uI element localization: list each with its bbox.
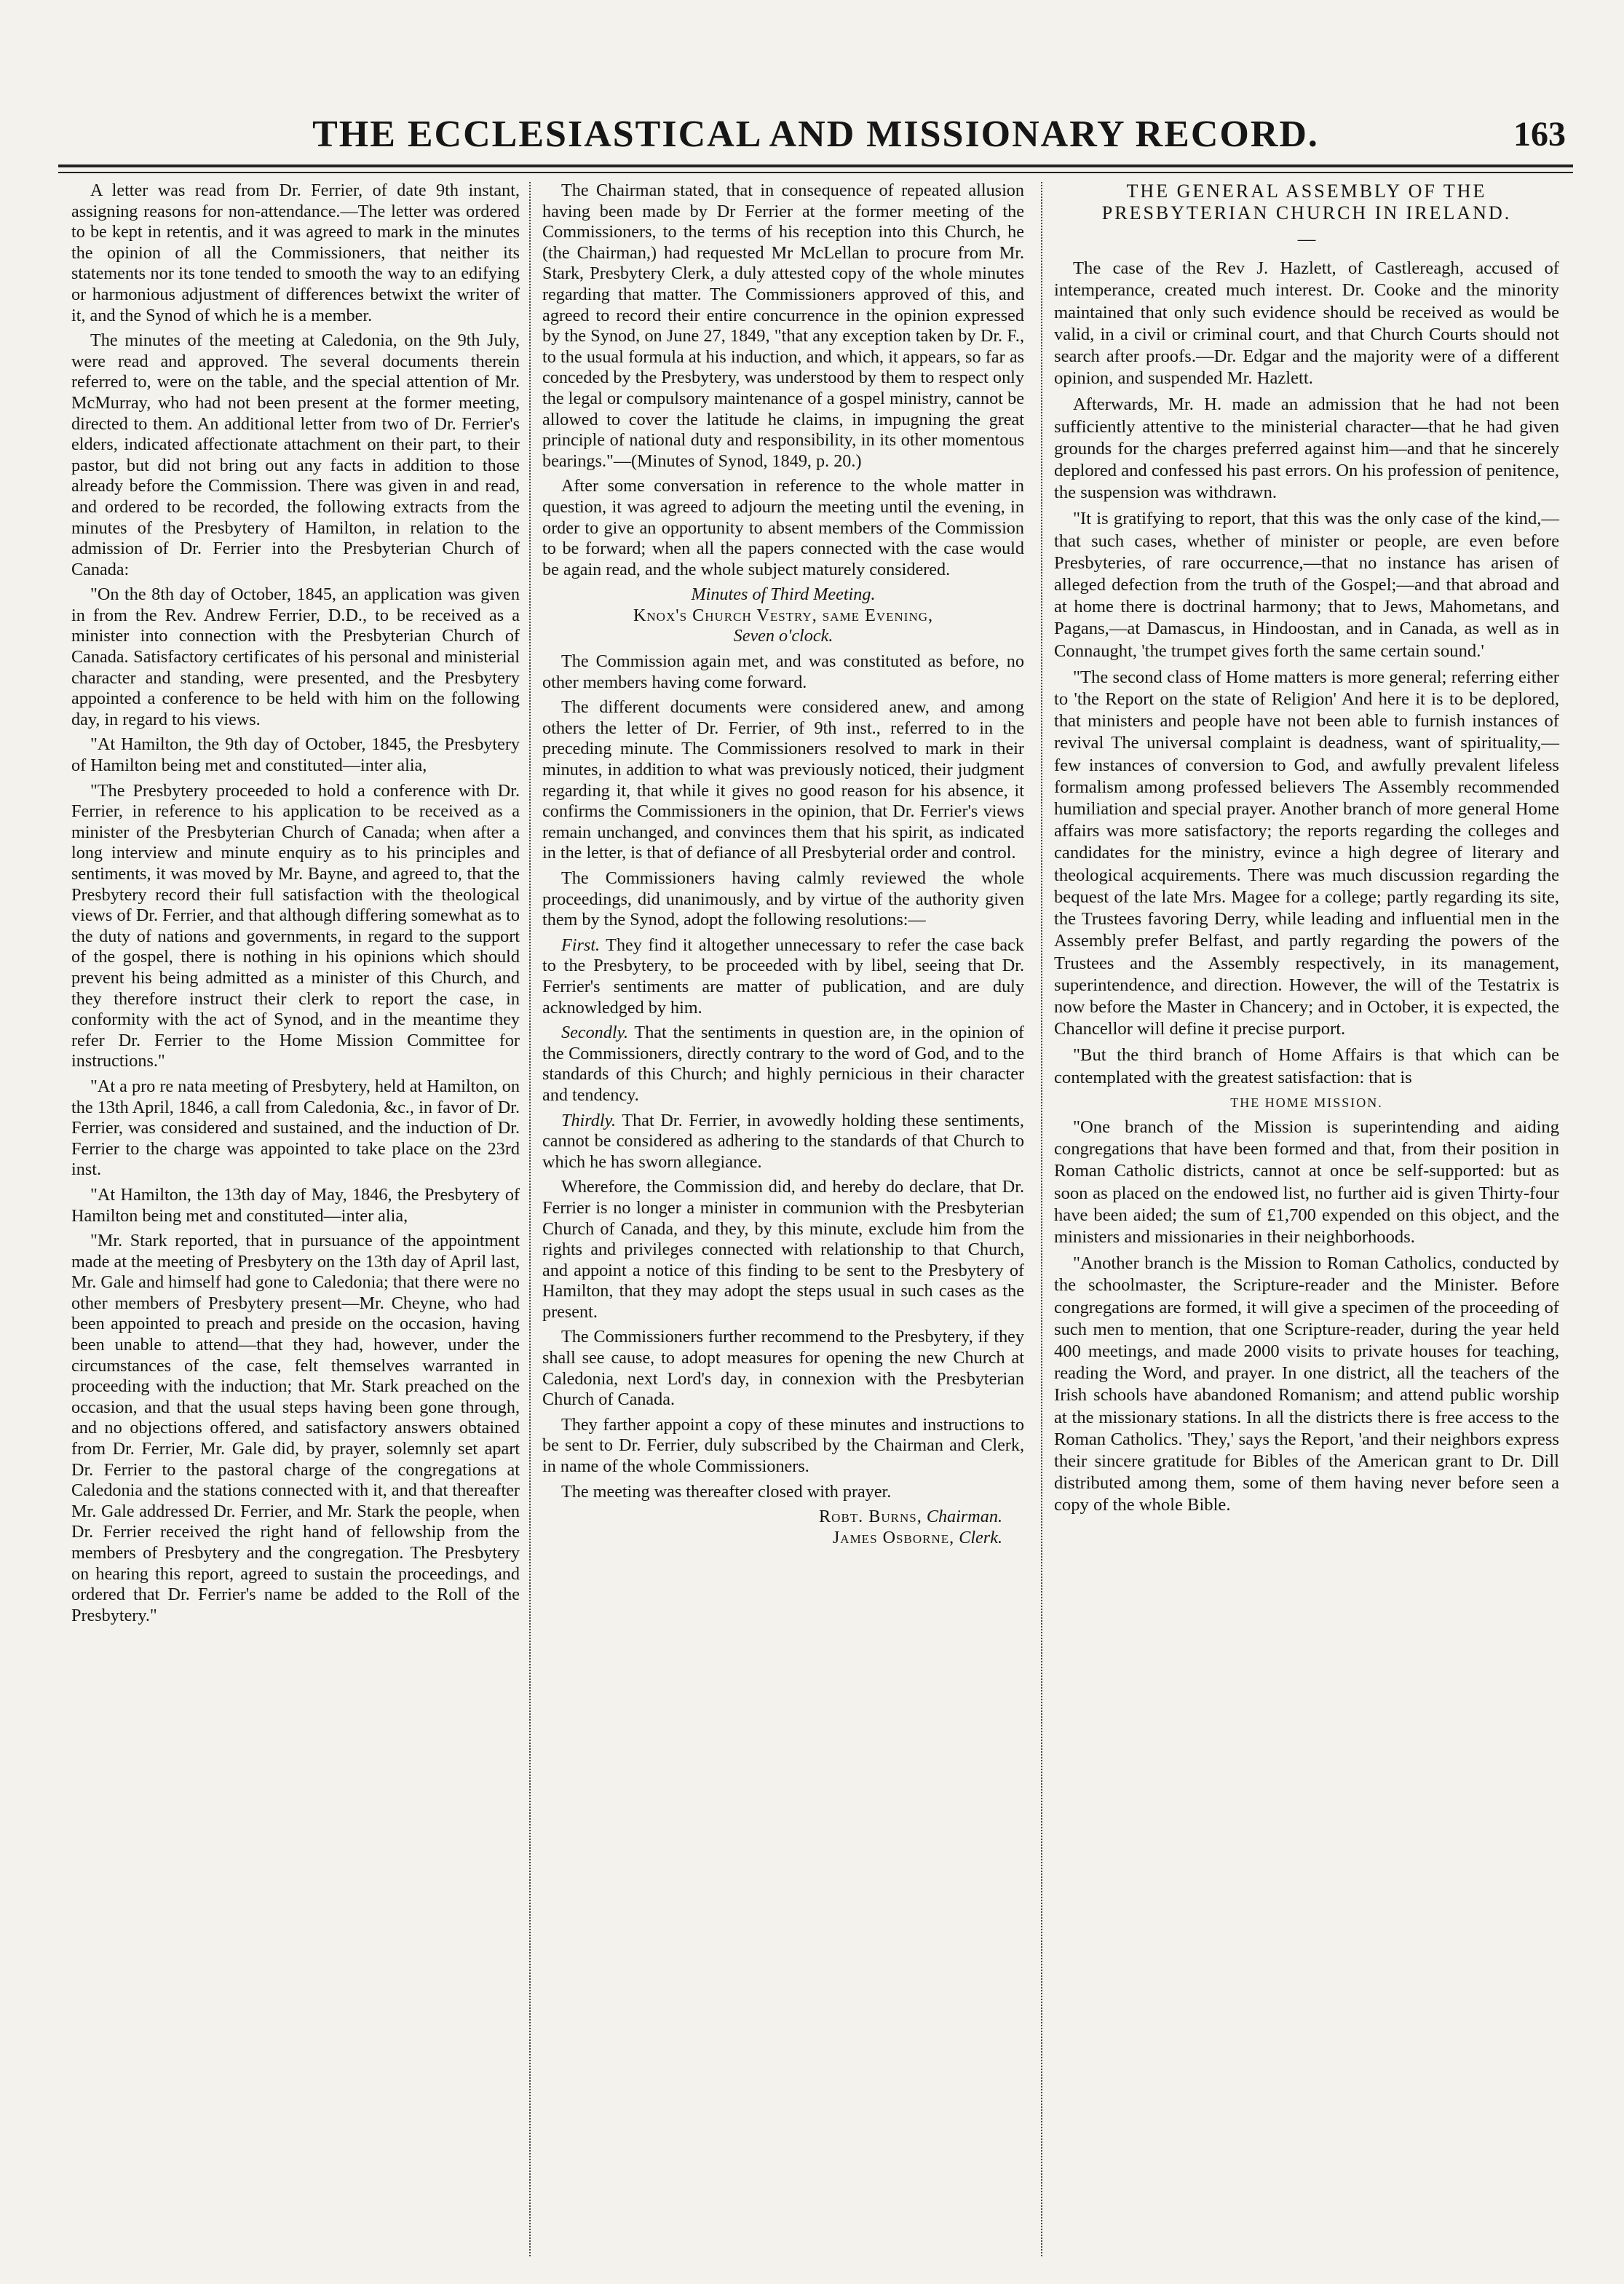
column-1 <box>71 181 520 1626</box>
column-3 <box>1054 181 1559 1517</box>
paragraph: The different documents were considered anew, and among others the letter of Dr. Ferrier, of 9th inst., referred to in the preceding minute. The Commissioners resolved to mark in their minutes, in addition to what was previously noticed, their judgment regarding it, that while it gives no good reason for his absence, it confirms the Commissioners in the opinion, that Dr. Ferrier's views remain unchanged, and convinces them that his spirit, as indicated in the letter, is that of defiance of all Presbyterial order and control. <box>542 697 1024 863</box>
page-number: 163 <box>1513 115 1566 154</box>
column-2 <box>542 181 1024 1548</box>
paragraph: The minutes of the meeting at Caledonia, on the 9th July, were read and approved. The several documents therein referred to, were on the table, and the special attention of Mr. McMurray, who had not been present at the former meeting, directed to them. An additional letter from two of Dr. Ferrier's elders, indicated affectionate attachment on their part, to their pastor, but did not bring out any facts in addition to those already before the Commission. There was given in and read, and ordered to be recorded, the following extracts from the minutes of the Presbytery of Hamilton, in relation to the admission of Dr. Ferrier into the Presbyterian Church of Canada: <box>71 330 520 579</box>
resolution-label: Secondly. <box>561 1023 629 1043</box>
paragraph: "The second class of Home matters is more general; referring either to 'the Report on the state of Religion' And here it is to be deplored, that ministers and people have not been able to furnish instances of revival The universal complaint is deadness, want of spirituality,—few instances of conversion to God, and awfully prevalent lifeless formalism among professed believers The Assembly recommended humiliation and special prayer. Another branch of more general Home affairs was more satisfactory; the reports regarding the colleges and candidates for the ministry, evince a high degree of literary and theological acquirements. There was much discussion regarding the bequest of the late Mrs. Magee for a college; partly regarding its site, the Trustees favoring Derry, while leading and influential men in the Assembly prefer Belfast, and partly regarding the powers of the Trustees and the Assembly respectively, in its management, superintendence, and direction. However, the will of the Testatrix is now before the Master in Chancery; and in October, it is expected, the Chancellor will define it precise purport. <box>1054 667 1559 1039</box>
paragraph: "At Hamilton, the 9th day of October, 1845, the Presbytery of Hamilton being met and constituted—inter alia, <box>71 734 520 776</box>
subheading: THE HOME MISSION. <box>1230 1095 1383 1110</box>
paragraph: They farther appoint a copy of these minutes and instructions to be sent to Dr. Ferrier, duly subscribed by the Chairman and Clerk, in name of the whole Commissioners. <box>542 1414 1024 1477</box>
resolution-third <box>542 1111 1024 1173</box>
paragraph: "The Presbytery proceeded to hold a conference with Dr. Ferrier, in reference to his application to be received as a minister of the Presbyterian Church of Canada; when after a long interview and minute enquiry as to his principles and sentiments, it was moved by Mr. Bayne, and agreed to, that the Presbytery record their full satisfaction with the theological views of Dr. Ferrier, and that although differing somewhat as to the duty of nations and governments, in regard to the support of the gospel, there is nothing in his opinions which should prevent his being admitted as a minister of this Church, and they therefore instruct their clerk to report the case, in conformity with the act of Synod, and in the meantime they refer Dr. Ferrier to the Home Mission Committee for instructions." <box>71 780 520 1071</box>
meeting-time-line: Seven o'clock. <box>733 626 833 646</box>
resolution-second <box>542 1023 1024 1106</box>
paragraph: Wherefore, the Commission did, and hereby do declare, that Dr. Ferrier is no longer a minister in communion with the Presbyterian Church of Canada, and they, by this minute, exclude him from the rights and privileges connected with relationship to that Church, and appoint a notice of this finding to be sent to the Presbytery of Hamilton, that they may adopt the steps usual in such cases as the present. <box>542 1177 1024 1322</box>
paragraph: "One branch of the Mission is superintending and aiding congregations that have been formed and that, from their position in Roman Catholic districts, cannot at once be self-supported: but as soon as placed on the endowed list, no further aid is given Thirty-four have been aided; the sum of £1,700 expended on this object, and the ministers and missionaries in their neighborhoods. <box>1054 1117 1559 1247</box>
resolution-text: That the sentiments in question are, in the opinion of the Commissioners, directly contrary to the word of God, and to the standards of this Church; and highly pernicious in their character and tendency. <box>542 1023 1024 1105</box>
signature-role: Chairman. <box>926 1507 1002 1527</box>
paragraph: "But the third branch of Home Affairs is that which can be contemplated with the greatest satisfaction: that is <box>1054 1045 1559 1087</box>
masthead <box>58 109 1573 160</box>
heading-dash: — <box>1297 229 1316 249</box>
paragraph: "It is gratifying to report, that this was the only case of the kind,—that such cases, whether of minister or people, are even before Presbyteries, of rare occurrence,—that no instance has arisen of alleged defection from the truth of the Gospel;—and that abroad and at home there is doctrinal harmony; that to Jews, Mahometans, and Pagans,—at Damascus, in Hindoostan, and in Canada, as well as in Connaught, 'the trumpet gives forth the same certain sound.' <box>1054 509 1559 661</box>
paragraph: The Commission again met, and was constituted as before, no other members having come forward. <box>542 651 1024 692</box>
paragraph: "Mr. Stark reported, that in pursuance of the appointment made at the meeting of Presbytery on the 13th day of April last, Mr. Gale and himself had gone to Caledonia; that there were no other members of Presbytery present—Mr. Cheyne, who had been appointed to preach and preside on the occasion, having been unable to attend—that they had, however, under the circumstances of the case, felt themselves warranted in proceeding with the induction; that Mr. Stark preached on the occasion, and that the usual steps having been gone through, and no objections offered, and satisfactory answers obtained from Dr. Ferrier, Mr. Gale did, by prayer, solemnly set apart Dr. Ferrier to the pastoral charge of the congregations at Caledonia and the stations connected with it, and that thereafter Mr. Gale addressed Dr. Ferrier, and Mr. Stark the people, when Dr. Ferrier received the right hand of fellowship from the members of Presbytery and the congregation. The Presbytery on hearing this report, agreed to sustain the proceedings, and ordered that Dr. Ferrier's name be added to the Roll of the Presbytery." <box>71 1231 520 1625</box>
signature-name: James Osborne, <box>832 1527 955 1547</box>
header-rule-thick <box>58 164 1573 167</box>
paragraph: "At a pro re nata meeting of Presbytery, held at Hamilton, on the 13th April, 1846, a call from Caledonia, &c., in favor of Dr. Ferrier, was considered and sustained, and the induction of Dr. Ferrier to the charge was appointed to take place on the 23rd inst. <box>71 1076 520 1180</box>
section-heading: Minutes of Third Meeting. <box>691 584 876 605</box>
paragraph: The Commissioners having calmly reviewed the whole proceedings, did unanimously, and by virtue of the authority given them by the Synod, adopt the following resolutions:— <box>542 868 1024 930</box>
article-heading: THE GENERAL ASSEMBLY OF THE PRESBYTERIAN CHURCH IN IRELAND. <box>1101 181 1512 223</box>
paragraph: "Another branch is the Mission to Roman Catholics, conducted by the schoolmaster, the Scripture-reader and the Minister. Before congregations are formed, it will give a specimen of the proceeding of such men to mention, that one Scripture-reader, during the year held 400 meetings, and made 2000 visits to private houses for teaching, reading the Word, and prayer. In one district, all the teachers of the Irish schools have abandoned Romanism; and attend public worship at the missionary stations. In all the districts there is free access to the Roman Catholics. 'They,' says the Report, 'and their neighbors express their sincere gratitude for Bibles of the American grant to Dr. Dill distributed among them, some of them having never before seen a copy of the whole Bible. <box>1054 1253 1559 1515</box>
resolution-text: That Dr. Ferrier, in avowedly holding these sentiments, cannot be considered as adhering to the standards of that Church to which he has sworn allegiance. <box>542 1110 1024 1172</box>
resolution-label: Thirdly. <box>561 1110 617 1130</box>
resolution-first <box>542 935 1024 1018</box>
paragraph: The case of the Rev J. Hazlett, of Castlereagh, accused of intemperance, created much interest. Dr. Cooke and the minority maintained that only such evidence should be received as would be valid, in a civil or criminal court, and that Church Courts should not search after proofs.—Dr. Edgar and the majority were of a different opinion, and suspended Mr. Hazlett. <box>1054 258 1559 389</box>
paragraph: The Chairman stated, that in consequence of repeated allusion having been made by Dr Ferrier at the former meeting of the Commissioners, to the terms of his reception into this Church, he (the Chairman,) had requested Mr McLellan to procure from Mr. Stark, Presbytery Clerk, a duly attested copy of the whole minutes regarding that matter. The Commissioners approved of this, and agreed to record their entire concurrence in the opinion expressed by the Synod, on June 27, 1849, "that any exception taken by Dr. F., to the usual formula at his induction, and which, it appears, so far as conceded by the Presbytery, was understood by them to respect only the legal or compulsory maintenance of a gospel ministry, cannot be allowed to cover the latitude he claims, in impugning the great principle of national duty and responsibility, in its other momentous bearings."—(Minutes of Synod, 1849, p. 20.) <box>542 181 1024 471</box>
resolution-text: They find it altogether unnecessary to refer the case back to the Presbytery, to be proceeded with by libel, seeing that Dr. Ferrier's sentiments are matter of publication, and are duly acknowledged by him. <box>542 935 1024 1018</box>
paragraph: "At Hamilton, the 13th day of May, 1846, the Presbytery of Hamilton being met and constituted—inter alia, <box>71 1184 520 1226</box>
meeting-place-line: Knox's Church Vestry, same Evening, <box>633 605 934 625</box>
paragraph: "On the 8th day of October, 1845, an application was given in from the Rev. Andrew Ferrier, D.D., to be received as a minister into connection with the Presbyterian Church of Canada. Satisfactory certificates of his personal and ministerial character and standing, were presented, and the Presbytery appointed a conference to be held with him on the following day, in regard to his views. <box>71 584 520 729</box>
paragraph: Afterwards, Mr. H. made an admission that he had not been sufficiently attentive to the ministerial character—that he had given grounds for the charges preferred against him—and that he sincerely deplored and confessed his past errors. On his profession of penitence, the suspension was withdrawn. <box>1054 394 1559 503</box>
resolution-label: First. <box>561 935 601 955</box>
page-title: THE ECCLESIASTICAL AND MISSIONARY RECORD. <box>312 114 1319 155</box>
signature-clerk <box>542 1528 1024 1549</box>
column-divider-1 <box>529 182 531 2256</box>
header-rule-thin <box>58 172 1573 173</box>
signature-chairman <box>542 1507 1024 1528</box>
signature-role: Clerk. <box>959 1527 1002 1547</box>
signature-name: Robt. Burns, <box>819 1507 922 1527</box>
paragraph: The Commissioners further recommend to the Presbytery, if they shall see cause, to adopt measures for opening the new Church at Caledonia, next Lord's day, in connexion with the Presbyterian Church of Canada. <box>542 1327 1024 1410</box>
paragraph: After some conversation in reference to the whole matter in question, it was agreed to adjourn the meeting until the evening, in order to give an opportunity to absent members of the Commission to be forward; when all the papers connected with the case would be again read, and the whole subject maturely considered. <box>542 476 1024 579</box>
paragraph: A letter was read from Dr. Ferrier, of date 9th instant, assigning reasons for non-attendance.—The letter was ordered to be kept in retentis, and it was agreed to mark in the minutes the opinion of all the Commissioners, that neither its statements nor its tone tended to smooth the way to an edifying or harmonious adjustment of differences betwixt the writer of it, and the Synod of which he is a member. <box>71 181 520 325</box>
paragraph: The meeting was thereafter closed with prayer. <box>561 1481 892 1502</box>
column-divider-2 <box>1041 182 1042 2256</box>
